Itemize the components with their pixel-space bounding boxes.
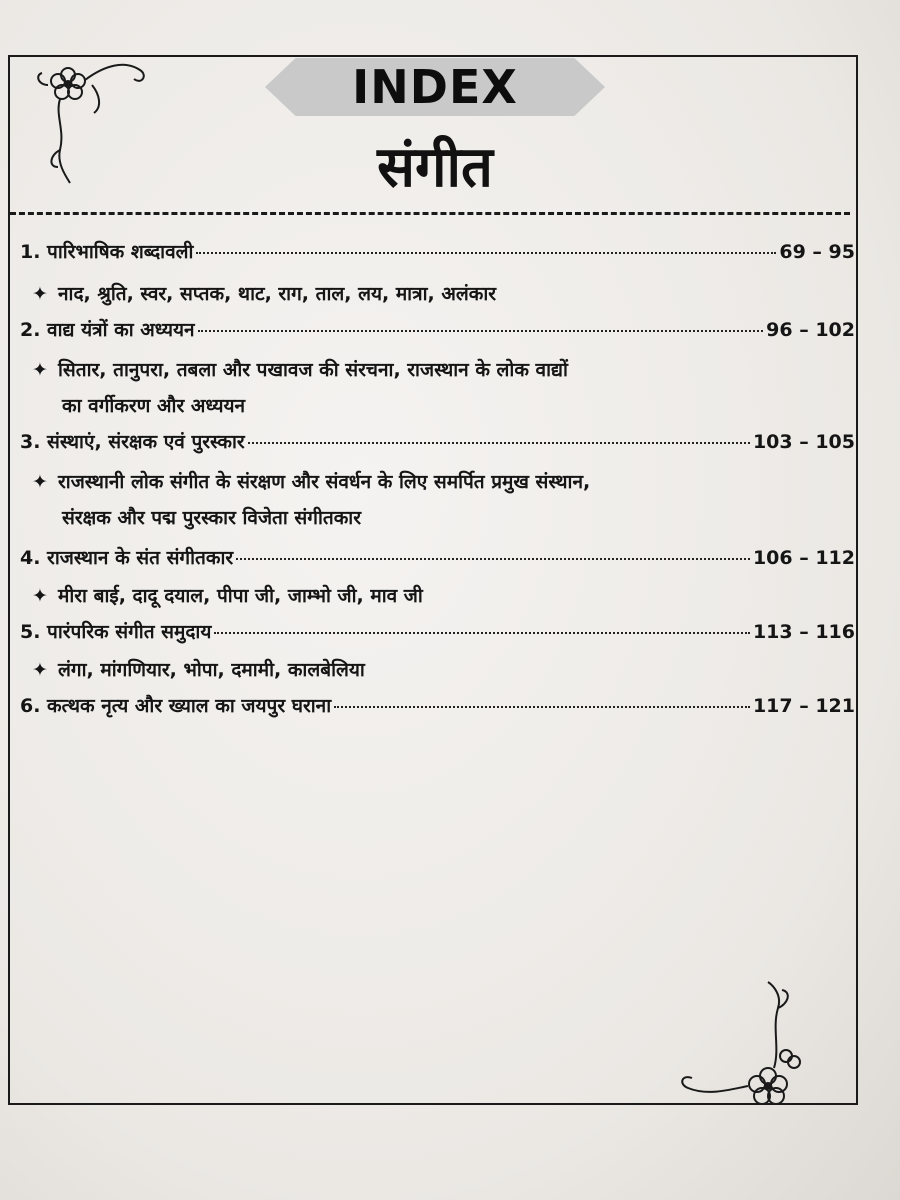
page-range: 69 – 95 — [779, 241, 855, 263]
chapter-2-entry[interactable] — [20, 316, 855, 348]
chapter-3-entry[interactable] — [20, 428, 855, 460]
topic-line: राजस्थानी लोक संगीत के संरक्षण और संवर्धन के लिए समर्पित प्रमुख संस्थान, — [58, 471, 591, 493]
chapter-title: 5. पारंपरिक संगीत समुदाय — [20, 621, 212, 643]
dot-leader — [334, 706, 750, 708]
chapter-title: 2. वाद्य यंत्रों का अध्ययन — [20, 319, 195, 341]
dot-leader — [248, 442, 750, 444]
subject-title: संगीत — [377, 135, 493, 200]
topic-line: मीरा बाई, दादू दयाल, पीपा जी, जाम्भो जी, माव जी — [58, 585, 423, 607]
chapter-2-topics — [32, 352, 832, 424]
topic-line: संरक्षक और पद्म पुरस्कार विजेता संगीतकार — [62, 507, 361, 529]
bullet-star-icon: ✦ — [32, 471, 48, 493]
dot-leader — [236, 558, 750, 560]
chapter-4-topics — [32, 578, 832, 614]
chapter-6-entry[interactable] — [20, 692, 855, 724]
dot-leader — [214, 632, 750, 634]
page-range: 106 – 112 — [752, 547, 855, 569]
dot-leader — [196, 252, 776, 254]
topic-line: नाद, श्रुति, स्वर, सप्तक, थाट, राग, ताल, लय, मात्रा, अलंकार — [58, 283, 497, 305]
bullet-star-icon: ✦ — [32, 283, 48, 305]
chapter-5-entry[interactable] — [20, 618, 855, 650]
page-range: 96 – 102 — [766, 319, 855, 341]
page-range: 113 – 116 — [752, 621, 855, 643]
chapter-title: 1. पारिभाषिक शब्दावली — [20, 241, 194, 263]
page-range: 103 – 105 — [752, 431, 855, 453]
chapter-1-entry[interactable] — [20, 238, 855, 270]
bullet-star-icon: ✦ — [32, 659, 48, 681]
chapter-4-entry[interactable] — [20, 544, 855, 576]
chapter-title: 6. कत्थक नृत्य और ख्याल का जयपुर घराना — [20, 695, 332, 717]
page-range: 117 – 121 — [752, 695, 855, 717]
dot-leader — [198, 330, 764, 332]
chapter-title: 3. संस्थाएं, संरक्षक एवं पुरस्कार — [20, 431, 245, 453]
topic-line: सितार, तानुपरा, तबला और पखावज की संरचना, राजस्थान के लोक वाद्यों — [58, 359, 568, 381]
chapter-1-topics — [32, 276, 832, 312]
bullet-star-icon: ✦ — [32, 359, 48, 381]
index-heading: INDEX — [352, 60, 518, 114]
chapter-title: 4. राजस्थान के संत संगीतकार — [20, 547, 234, 569]
topic-line: का वर्गीकरण और अध्ययन — [62, 395, 246, 417]
chapter-3-topics — [32, 464, 832, 536]
bullet-star-icon: ✦ — [32, 585, 48, 607]
chapter-5-topics — [32, 652, 832, 688]
topic-line: लंगा, मांगणियार, भोपा, दमामी, कालबेलिया — [58, 659, 365, 681]
